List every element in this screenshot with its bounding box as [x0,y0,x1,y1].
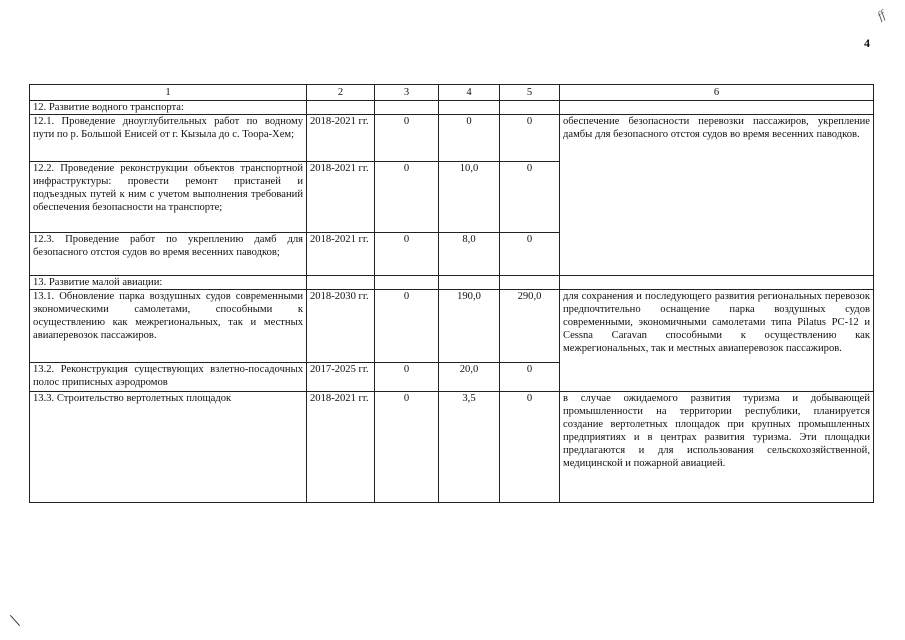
row-period: 2018-2021 гг. [307,115,375,162]
row-value-col4: 20,0 [439,363,500,392]
section-title: 12. Развитие водного транспорта: [30,101,307,115]
program-table [29,84,874,503]
row-value-col3: 0 [375,115,439,162]
header-col-4: 4 [439,85,500,101]
corner-handwritten-mark: ff [874,7,888,23]
row-value-col4: 0 [439,115,500,162]
row-note: для сохранения и последующего развития региональных перевозок предпочтительно оснащение парка воздушных судов современными, экономичными самолетами типа Pilatus PC-12 и Cessna Caravan способными к осуществлению как межрегиональных, так и местных авиаперевозок пассажиров. [560,290,874,392]
row-value-col3: 0 [375,233,439,276]
row-value-col3: 0 [375,392,439,503]
row-period: 2018-2030 гг. [307,290,375,363]
row-description: 12.1. Проведение дноуглубительных работ по водному пути по р. Большой Енисей от г. Кызыла до с. Тоора-Хем; [30,115,307,162]
row-description: 12.3. Проведение работ по укреплению дамб для безопасного отстоя судов во время весенних паводков; [30,233,307,276]
row-description: 13.3. Строительство вертолетных площадок [30,392,307,503]
header-col-3: 3 [375,85,439,101]
table-row [30,290,874,363]
section-row [30,276,874,290]
table-row [30,392,874,503]
row-period: 2018-2021 гг. [307,392,375,503]
row-description: 13.2. Реконструкция существующих взлетно-посадочных полос приписных аэродромов [30,363,307,392]
row-period: 2018-2021 гг. [307,162,375,233]
header-col-2: 2 [307,85,375,101]
table-row [30,115,874,162]
row-value-col4: 3,5 [439,392,500,503]
header-col-5: 5 [500,85,560,101]
row-period: 2018-2021 гг. [307,233,375,276]
row-value-col4: 10,0 [439,162,500,233]
row-value-col4: 8,0 [439,233,500,276]
row-description: 12.2. Проведение реконструкции объектов транспортной инфраструктуры: провести ремонт пристаней и подъездных путей к ним с учетом выполнения требований обеспечения безопасности на транспорте; [30,162,307,233]
section-row [30,101,874,115]
row-note: в случае ожидаемого развития туризма и добывающей промышленности на территории республики, планируется создание вертолетных площадок при крупных промышленных предприятиях и в центрах развития туризма. Эти площадки предлагаются и для использования сельскохозяйственной, медицинской и пожарной авиацией. [560,392,874,503]
row-value-col5: 290,0 [500,290,560,363]
row-value-col3: 0 [375,162,439,233]
row-value-col5: 0 [500,392,560,503]
row-value-col5: 0 [500,162,560,233]
row-value-col5: 0 [500,363,560,392]
row-period: 2017-2025 гг. [307,363,375,392]
page-number: 4 [864,36,870,50]
edge-mark [10,615,20,626]
header-row [30,85,874,101]
header-col-1: 1 [30,85,307,101]
row-note: обеспечение безопасности перевозки пассажиров, укрепление дамбы для безопасного отстоя судов во время весенних паводков. [560,115,874,276]
row-value-col4: 190,0 [439,290,500,363]
row-value-col3: 0 [375,290,439,363]
row-value-col5: 0 [500,233,560,276]
header-col-6: 6 [560,85,874,101]
section-title: 13. Развитие малой авиации: [30,276,307,290]
row-value-col3: 0 [375,363,439,392]
row-description: 13.1. Обновление парка воздушных судов современными экономическими самолетами, способными к осуществлению как межрегиональных, так и местных авиаперевозок пассажиров. [30,290,307,363]
row-value-col5: 0 [500,115,560,162]
